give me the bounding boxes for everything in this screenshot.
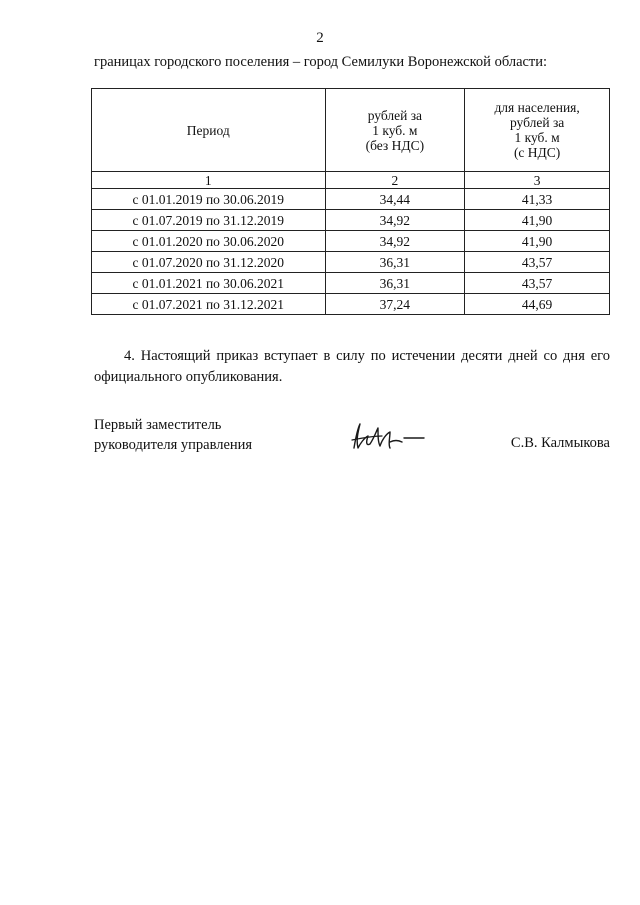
header-price-vat [465,89,610,172]
price-no-vat-cell: 34,92 [325,210,465,231]
period-cell: с 01.01.2019 по 30.06.2019 [92,189,326,210]
table-row [92,189,610,210]
price-vat-cell: 43,57 [465,252,610,273]
price-no-vat-cell: 36,31 [325,252,465,273]
column-number: 3 [465,172,610,189]
price-vat-cell: 41,90 [465,231,610,252]
period-cell: с 01.01.2020 по 30.06.2020 [92,231,326,252]
column-number-row [92,172,610,189]
period-cell: с 01.07.2020 по 31.12.2020 [92,252,326,273]
header-price-vat-line: (с НДС) [513,145,561,160]
price-no-vat-cell: 34,92 [325,231,465,252]
header-price-no-vat [325,89,465,172]
signer-title [94,415,252,455]
table-row [92,294,610,315]
column-number: 1 [92,172,326,189]
price-vat-cell: 44,69 [465,294,610,315]
table-row [92,210,610,231]
header-price-no-vat-line: 1 куб. м [372,122,418,138]
price-no-vat-cell: 34,44 [325,189,465,210]
table-row [92,252,610,273]
header-period: Период [92,89,326,172]
price-no-vat-cell: 37,24 [325,294,465,315]
handwritten-signature [348,418,428,458]
signer-title-line: Первый заместитель [94,417,222,433]
clause-4-text: 4. Настоящий приказ вступает в силу по истечении десяти дней со дня его официального опубликования. [94,348,610,385]
period-cell: с 01.07.2019 по 31.12.2019 [92,210,326,231]
tariff-table [91,88,610,315]
table-row [92,273,610,294]
period-cell: с 01.01.2021 по 30.06.2021 [92,273,326,294]
table-row [92,231,610,252]
signer-name: С.В. Калмыкова [510,435,610,451]
column-number: 2 [325,172,465,189]
header-price-vat-line: рублей за [509,115,565,130]
intro-text: границах городского поселения – город Семилуки Воронежской области: [94,54,548,70]
page-number: 2 [316,30,324,46]
header-price-no-vat-line: рублей за [367,107,423,123]
header-price-vat-line: для населения, [494,100,580,115]
price-vat-cell: 41,90 [465,210,610,231]
header-price-no-vat-line: (без НДС) [365,137,425,153]
table-header-row [92,89,610,172]
price-vat-cell: 41,33 [465,189,610,210]
header-price-vat-line: 1 куб. м [514,130,560,145]
signer-title-line: руководителя управления [94,437,253,453]
price-no-vat-cell: 36,31 [325,273,465,294]
price-vat-cell: 43,57 [465,273,610,294]
period-cell: с 01.07.2021 по 31.12.2021 [92,294,326,315]
